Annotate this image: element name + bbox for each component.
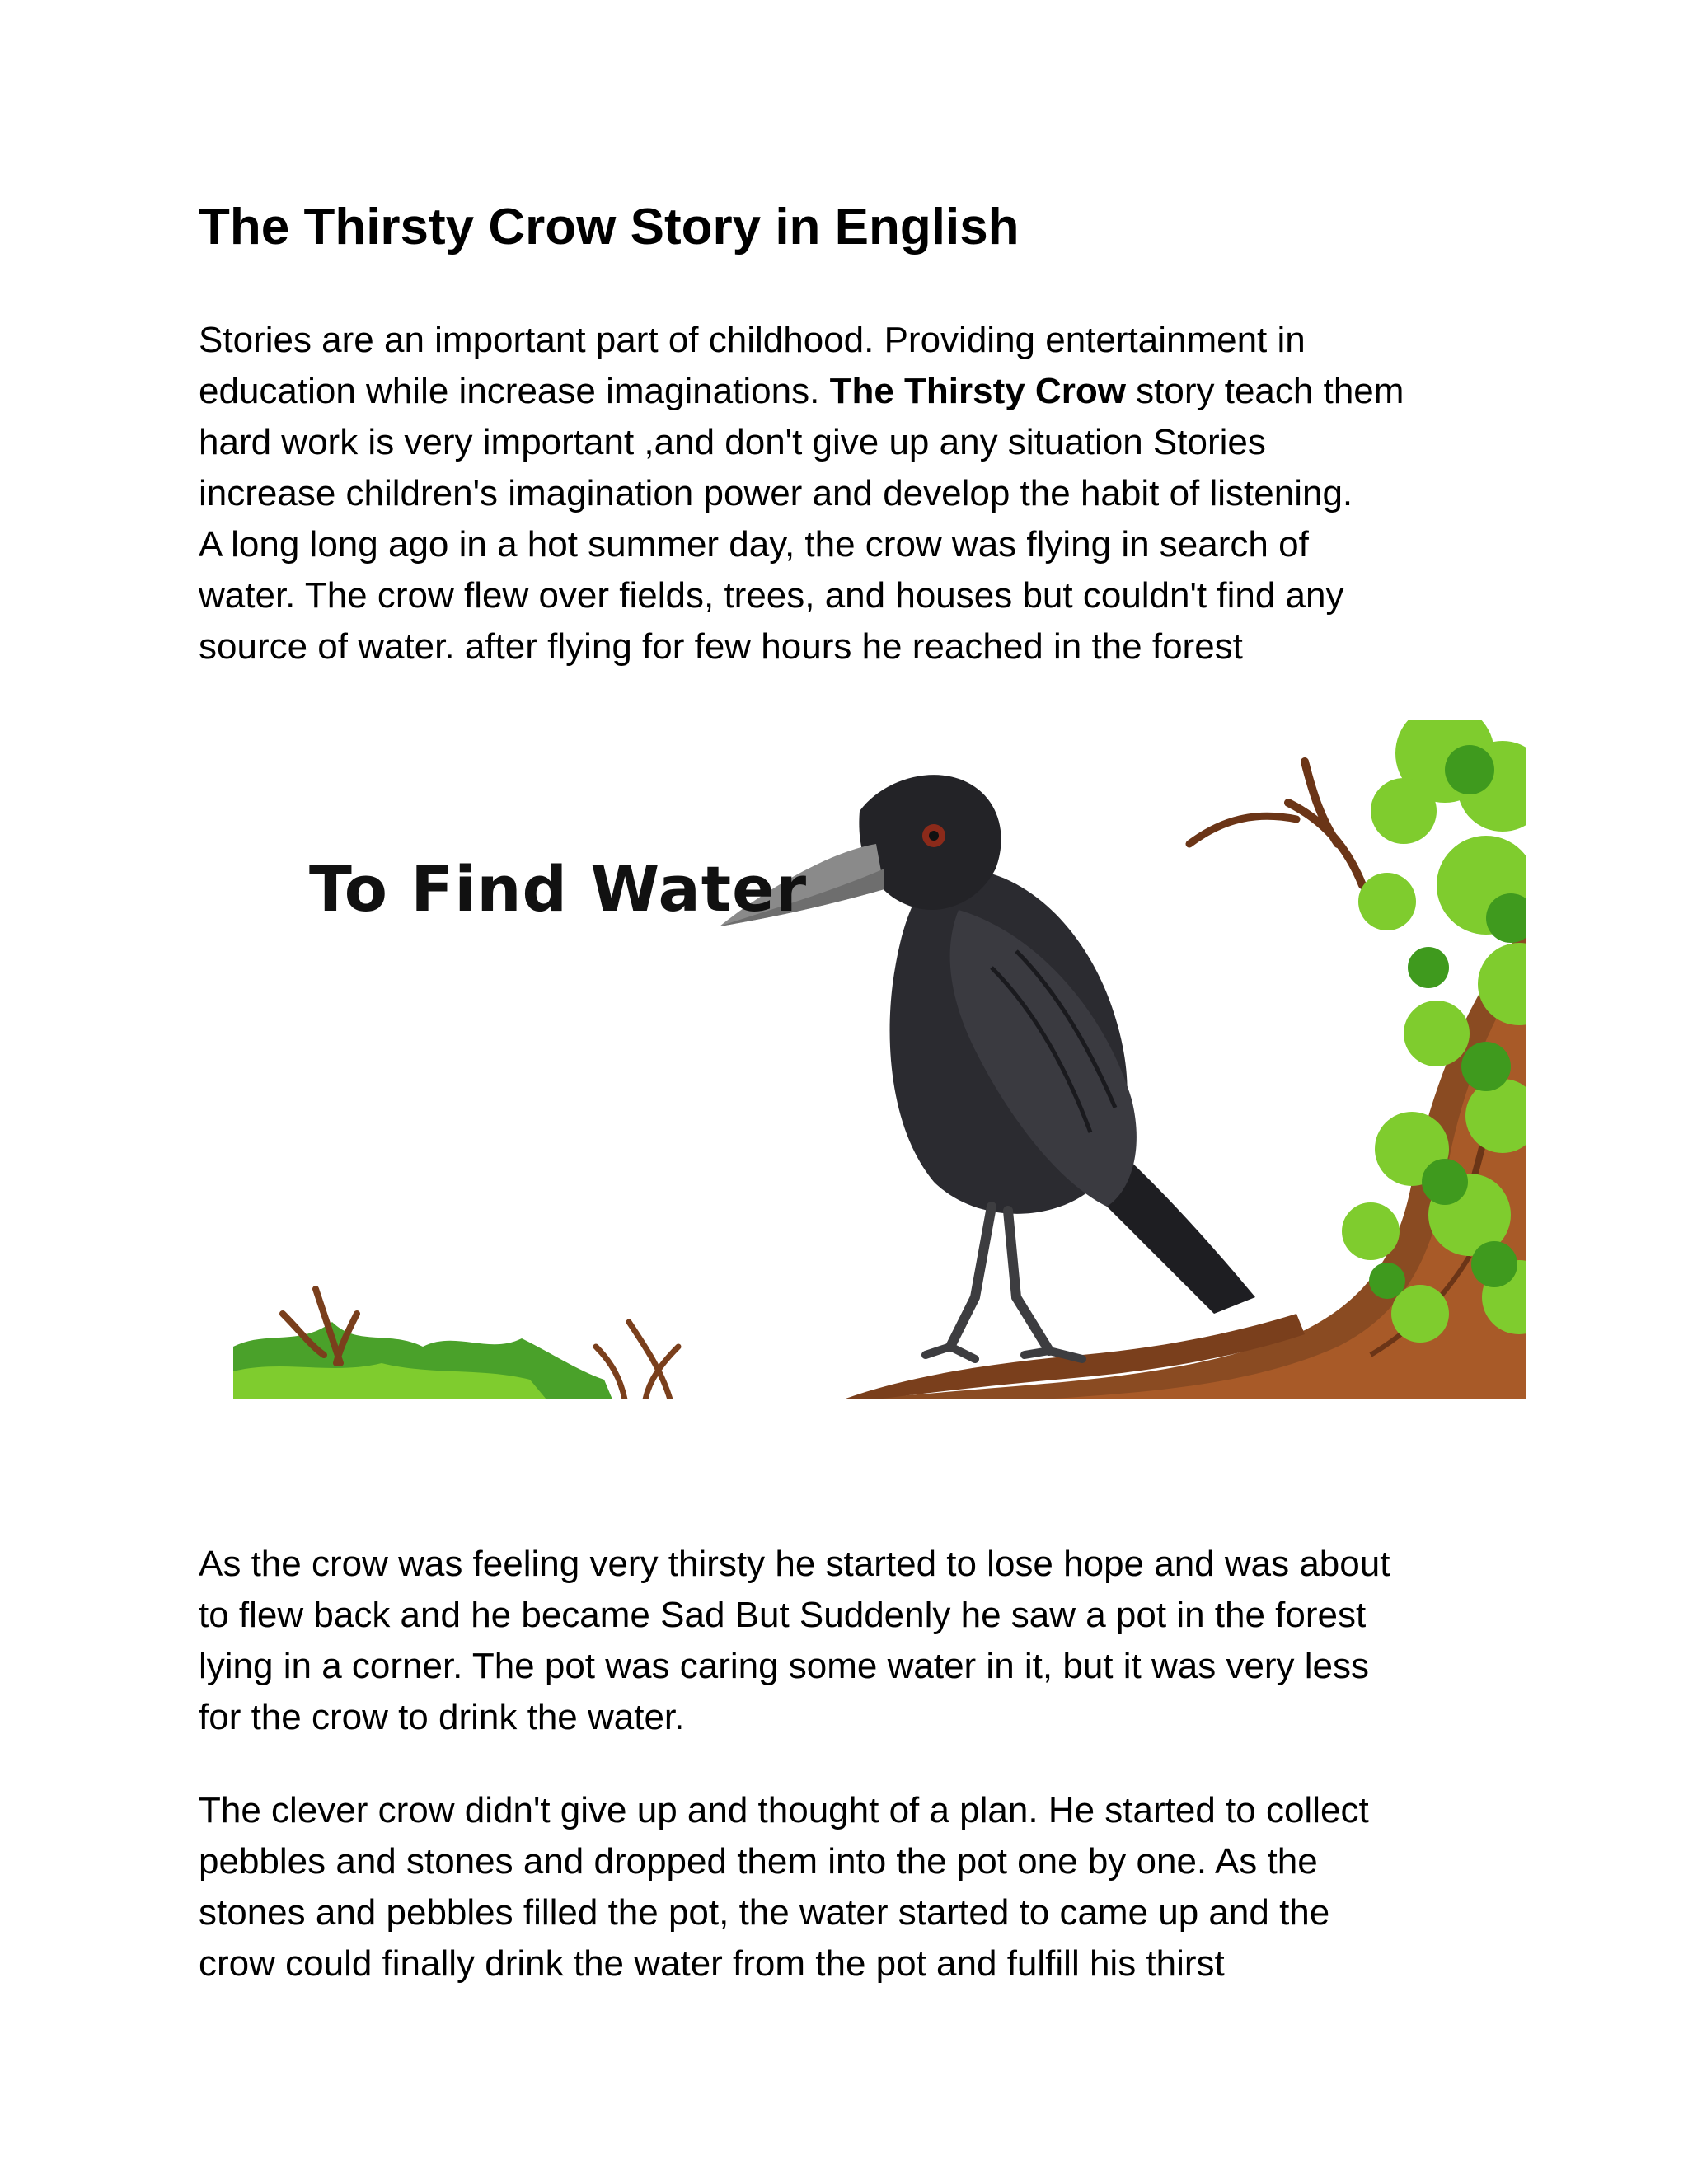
text-line [199, 366, 1404, 417]
page-title: The Thirsty Crow Story in English [199, 199, 1020, 255]
story-name-bold: The Thirsty Crow [829, 371, 1126, 411]
crow-scene-image [233, 720, 1526, 1399]
text-line: As the crow was feeling very thirsty he started to lose hope and was about [199, 1544, 1390, 1584]
text-line: hard work is very important ,and don't give up any situation Stories [199, 422, 1266, 462]
text-line: stones and pebbles filled the pot, the water started to came up and the [199, 1892, 1330, 1933]
intro-paragraph [199, 315, 1404, 673]
text-line: crow could finally drink the water from the pot and fulfill his thirst [199, 1943, 1225, 1984]
text-line: A long long ago in a hot summer day, the crow was flying in search of [199, 524, 1309, 565]
text-segment: education while increase imaginations. [199, 371, 830, 411]
story-paragraph-2 [199, 1539, 1390, 1743]
text-line: increase children's imagination power and develop the habit of listening. [199, 473, 1353, 513]
text-line: Stories are an important part of childhood. Providing entertainment in [199, 320, 1306, 360]
text-line: lying in a corner. The pot was caring some water in it, but it was very less [199, 1646, 1370, 1686]
text-line: The clever crow didn't give up and thought of a plan. He started to collect [199, 1790, 1369, 1830]
crow-illustration [233, 720, 1526, 1399]
text-line: water. The crow flew over fields, trees, and houses but couldn't find any [199, 575, 1344, 616]
text-line: pebbles and stones and dropped them into the pot one by one. As the [199, 1841, 1318, 1882]
text-line: to flew back and he became Sad But Suddenly he saw a pot in the forest [199, 1595, 1367, 1635]
text-line: for the crow to drink the water. [199, 1697, 685, 1737]
text-line: source of water. after flying for few hours he reached in the forest [199, 626, 1243, 667]
story-paragraph-3 [199, 1785, 1369, 1990]
illustration-caption: To Find Water [309, 852, 808, 926]
text-segment: story teach them [1125, 371, 1404, 411]
